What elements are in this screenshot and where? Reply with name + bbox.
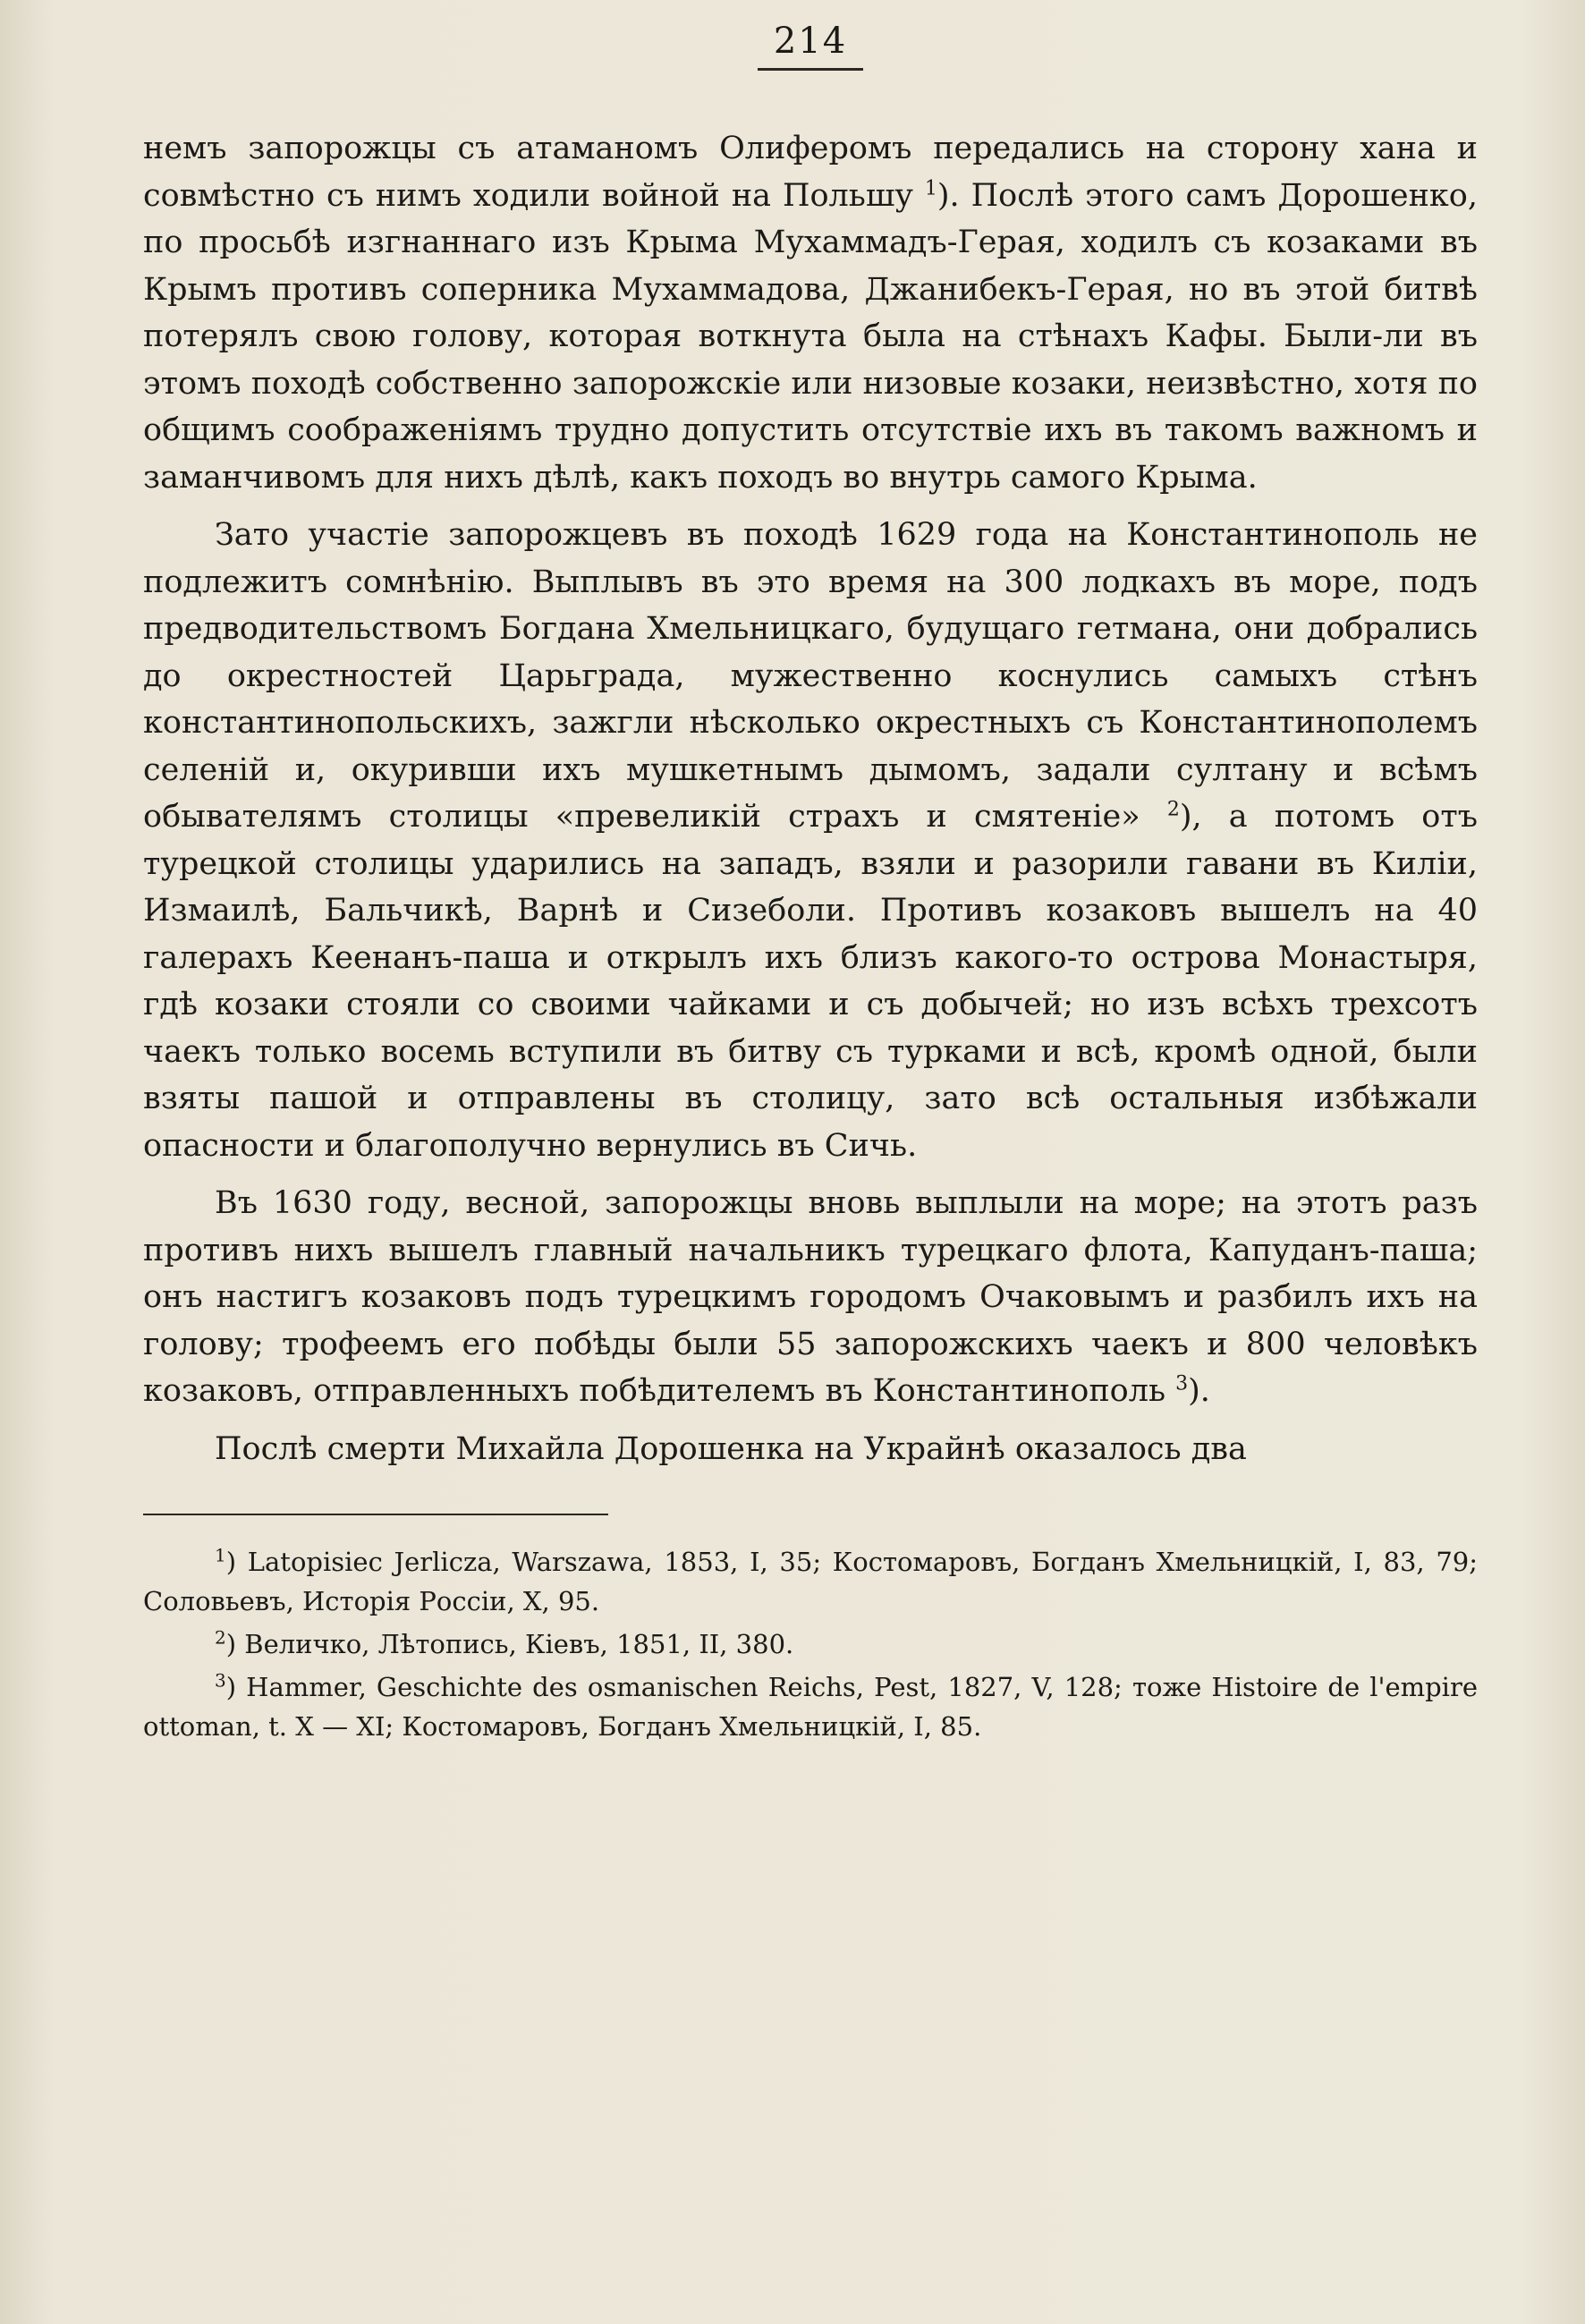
page-header [143,0,1478,81]
paragraph-text: Зато участіе запорожцевъ въ походѣ 1629 года на Константинополь не подлежитъ сомнѣнію. Выплывъ въ это время на 300 лодкахъ въ море, подъ предводительствомъ Богдана Хмельницкаго, будущаго гетмана, они добрались до окрестностей Царьграда, мужественно коснулись самыхъ стѣнъ константинопольскихъ, зажгли нѣсколько окрестныхъ съ Константинополемъ селеній и, окуривши ихъ мушкетнымъ дымомъ, задали султану и всѣмъ обывателямъ столицы «превеликій страхъ и смятеніе» [143,517,1478,835]
footnote [143,1667,1478,1746]
footnote-text: ) Latopisiec Jerlicza, Warszawa, 1853, I, 35; Костомаровъ, Богданъ Хмельницкій, I, 83, 79; Соловьевъ, Исторія Россіи, X, 95. [143,1547,1478,1616]
footnote-ref: 2 [1166,798,1180,821]
paragraph-text: Послѣ смерти Михайла Дорошенка на Украйнѣ оказалось два [215,1430,1247,1467]
footnote-text: ) Величко, Лѣтопись, Кіевъ, 1851, II, 380. [225,1629,794,1659]
paragraph-text: немъ запорожцы съ атаманомъ Олиферомъ передались на сторону хана и совмѣстно съ нимъ ходили войной на Польшу [143,131,1478,214]
footnote-text: ) Hammer, Geschichte des osmanischen Reichs, Pest, 1827, V, 128; тоже Histoire de l'empire ottoman, t. X — XI; Костомаровъ, Богданъ Хмельницкій, I, 85. [143,1672,1478,1742]
paragraph [143,1426,1478,1473]
footnote-number: 1 [215,1544,226,1566]
body-text [143,125,1478,1472]
page-number: 214 [758,20,863,71]
paragraph-text-tail: ). Послѣ этого самъ Дорошенко, по просьбѣ изгнаннаго изъ Крыма Мухаммадъ-Герая, ходилъ съ козаками въ Крымъ противъ соперника Мухаммадова, Джанибекъ-Герая, но въ этой битвѣ потерялъ свою голову, которая воткнута была на стѣнахъ Кафы. Были-ли въ этомъ походѣ собственно запорожскіе или низовые козаки, неизвѣстно, хотя по общимъ соображеніямъ трудно допустить отсутствіе ихъ въ такомъ важномъ и заманчивомъ для нихъ дѣлѣ, какъ походъ во внутрь самого Крыма. [143,177,1478,496]
footnotes [143,1542,1478,1746]
paragraph [143,125,1478,501]
footnote-ref: 3 [1175,1372,1189,1395]
footnote-divider [143,1514,608,1515]
paragraph-text: Въ 1630 году, весной, запорожцы вновь выплыли на море; на этотъ разъ противъ нихъ вышелъ главный начальникъ турецкаго флота, Капуданъ-паша; онъ настигъ козаковъ подъ турецкимъ городомъ Очаковымъ и разбилъ ихъ на голову; трофеемъ его побѣды были 55 запорожскихъ чаекъ и 800 человѣкъ козаковъ, отправленныхъ побѣдителемъ въ Константинополь [143,1185,1478,1409]
footnote [143,1624,1478,1664]
paragraph-text-tail: ), а потомъ отъ турецкой столицы ударились на западъ, взяли и разорили гавани въ Киліи, Измаилѣ, Бальчикѣ, Варнѣ и Сизеболи. Противъ козаковъ вышелъ на 40 галерахъ Кеенанъ-паша и открылъ ихъ близъ какого-то острова Монастыря, гдѣ козаки стояли со своими чайками и съ добычей; но изъ всѣхъ трехсотъ чаекъ только восемь вступили въ битву съ турками и всѣ, кромѣ одной, были взяты пашой и отправлены въ столицу, зато всѣ остальныя избѣжали опасности и благополучно вернулись въ Сичь. [143,799,1478,1164]
footnote-ref: 1 [924,176,937,199]
paragraph [143,512,1478,1169]
paragraph [143,1180,1478,1415]
footnote-number: 3 [215,1669,226,1692]
footnote [143,1542,1478,1621]
paragraph-text-tail: ). [1188,1373,1210,1409]
footnote-number: 2 [215,1626,226,1649]
